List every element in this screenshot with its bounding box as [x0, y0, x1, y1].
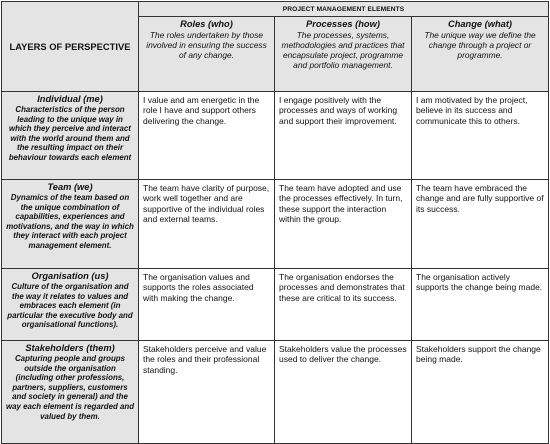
table-row-organisation: [2, 269, 549, 341]
table-cell: The organisation endorses the processes and demonstrates that these are critical to its success.: [275, 269, 412, 341]
row-description: Dynamics of the team based on the unique combination of capabilities, experiences and motivations, and the way in which they interact with each project management element.: [6, 193, 134, 250]
column-header-roles: [139, 17, 275, 92]
table-cell: Stakeholders value the processes used to deliver the change.: [275, 341, 412, 444]
column-description: The unique way we define the change through a project or programme.: [424, 30, 536, 60]
table-cell: I engage positively with the processes and ways of working and support their improvement.: [275, 92, 412, 180]
table-cell: I am motivated by the project, believe in its success and communicate this to others.: [412, 92, 549, 180]
column-header-change: [412, 17, 549, 92]
table-row-individual: [2, 92, 549, 180]
column-title: Processes (how): [306, 19, 380, 29]
layers-of-perspective-header: [2, 2, 139, 92]
project-management-elements-header: [139, 2, 549, 17]
table-cell: Stakeholders support the change being made.: [412, 341, 549, 444]
table-cell: The organisation values and supports the roles associated with making the change.: [139, 269, 275, 341]
row-header-individual: [2, 92, 139, 180]
row-title: Team (we): [47, 182, 93, 192]
row-description: Culture of the organisation and the way it relates to values and embraces each element (in particular the executive body and organisational functions).: [7, 282, 133, 330]
table-cell: The team have embraced the change and are fully supportive of its success.: [412, 180, 549, 269]
column-title: Roles (who): [180, 19, 233, 29]
layers-header-text: LAYERS OF PERSPECTIVE: [9, 41, 131, 52]
table-row-stakeholders: [2, 341, 549, 444]
row-header-organisation: [2, 269, 139, 341]
column-description: The processes, systems, methodologies and practices that encapsulate project, programme and portfolio management.: [281, 30, 405, 70]
table-cell: The organisation actively supports the change being made.: [412, 269, 549, 341]
table-cell: The team have adopted and use the processes effectively. In turn, these support the interaction within the group.: [275, 180, 412, 269]
row-title: Stakeholders (them): [25, 343, 115, 353]
row-description: Characteristics of the person leading to the unique way in which they perceive and interact with the world around them and the resulting impact on their behaviour towards each element: [8, 105, 132, 162]
row-title: Organisation (us): [31, 271, 109, 281]
row-header-stakeholders: [2, 341, 139, 444]
column-description: The roles undertaken by those involved in ensuring the success of any change.: [146, 30, 267, 60]
table-row-team: [2, 180, 549, 269]
perspective-table-container: [1, 1, 548, 441]
table-cell: Stakeholders perceive and value the roles and their professional standing.: [139, 341, 275, 444]
group-header-text: PROJECT MANAGEMENT ELEMENTS: [282, 5, 405, 13]
row-description: Capturing people and groups outside the organisation (including other professions, partners, suppliers, customers and society in general) and the way each element is regarded and valued by them.: [5, 354, 135, 421]
column-header-processes: [275, 17, 412, 92]
column-title: Change (what): [447, 19, 513, 29]
table-cell: I value and am energetic in the role I have and support others delivering the change.: [139, 92, 275, 180]
table-cell: The team have clarity of purpose, work well together and are supportive of the individual roles and external teams.: [139, 180, 275, 269]
row-title: Individual (me): [37, 94, 103, 104]
perspective-matrix-table: [1, 1, 549, 444]
row-header-team: [2, 180, 139, 269]
